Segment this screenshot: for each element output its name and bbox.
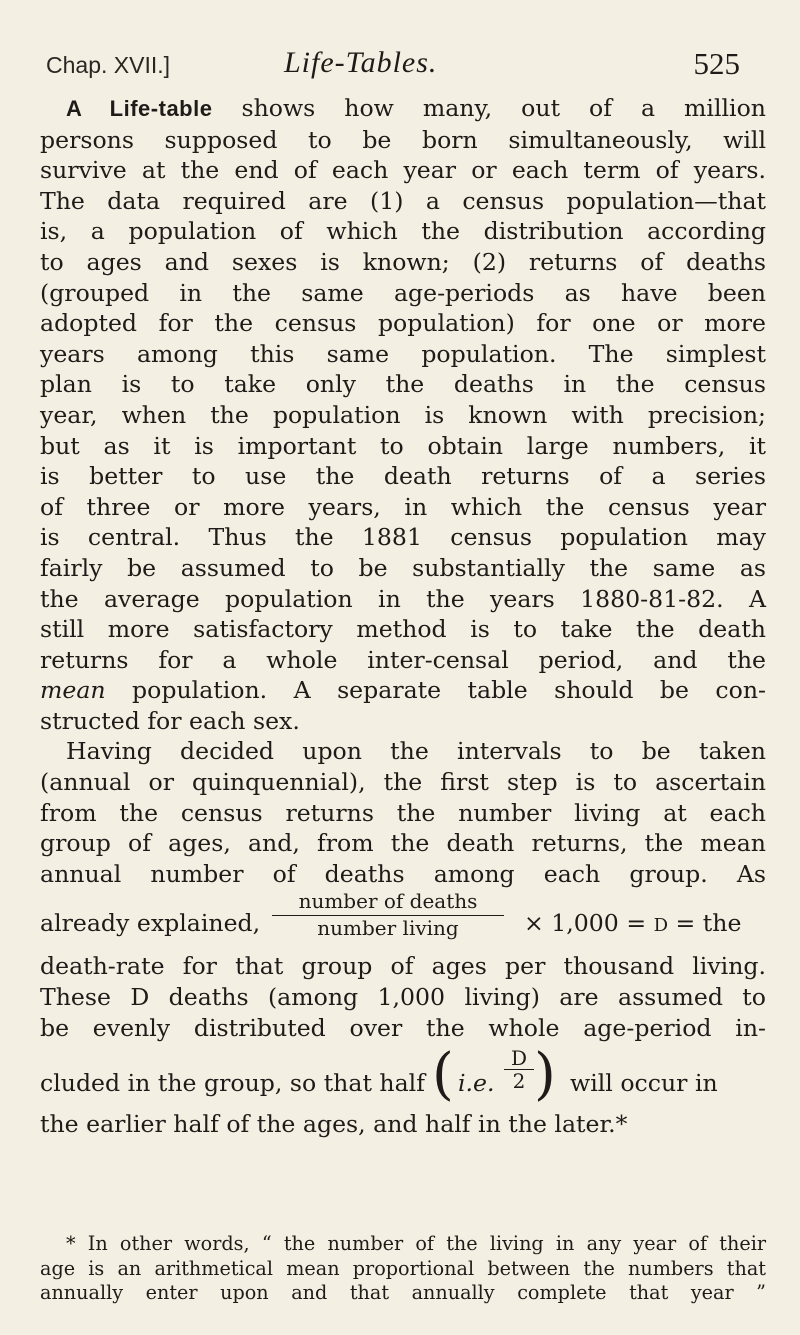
fraction-denominator: 2	[512, 1069, 526, 1094]
running-header	[46, 46, 754, 94]
text-line: group of ages, and, from the death returns, the mean	[40, 829, 766, 858]
formula-trailing-text: will occur in	[570, 1069, 718, 1098]
formula-lead-text: already explained,	[40, 909, 261, 938]
text-line: structed for each sex.	[40, 706, 300, 735]
text-line: These D deaths (among 1,000 living) are assumed to	[40, 983, 766, 1012]
text-line: is central. Thus the 1881 census population may	[40, 523, 766, 552]
emphasis-mean: mean	[40, 676, 106, 705]
text-line: (grouped in the same age-periods as have been	[40, 278, 766, 307]
text-line: be evenly distributed over the whole age-period in-	[40, 1013, 766, 1042]
formula-result: × 1,000 = D = the	[524, 909, 742, 938]
footnote-line: age is an arithmetical mean proportional between the numbers that	[40, 1256, 766, 1280]
paragraph-final	[40, 1109, 766, 1140]
lead-term: A Life-table	[66, 96, 213, 121]
text-line: annual number of deaths among each group. As	[40, 859, 766, 888]
fraction-numerator: D	[504, 1047, 534, 1070]
paragraph-death-rate	[40, 736, 766, 889]
paragraph-death-rate-continued	[40, 951, 766, 1043]
page-number: 525	[693, 46, 740, 81]
text-line: survive at the end of each year or each term of years.	[40, 156, 766, 185]
text-line: adopted for the census population) for one or more	[40, 309, 766, 338]
text-line: year, when the population is known with precision;	[40, 400, 766, 429]
text-line: plan is to take only the deaths in the census	[40, 370, 766, 399]
text-line: persons supposed to be born simultaneously, will	[40, 125, 766, 154]
death-rate-formula	[40, 889, 766, 951]
text-line: The data required are (1) a census population—that	[40, 186, 766, 215]
formula-symbol-d: D	[653, 915, 669, 937]
text-line: death-rate for that group of ages per thousand living.	[40, 952, 766, 981]
text-line: the average population in the years 1880-81-82. A	[40, 584, 766, 613]
text-line: is, a population of which the distribution according	[40, 217, 766, 246]
text-line: to ages and sexes is known; (2) returns of deaths	[40, 247, 766, 276]
text-line: (annual or quinquennial), the first step is to ascertain	[40, 768, 766, 797]
formula-lead-text: cluded in the group, so that half	[40, 1069, 425, 1098]
text-line: Having decided upon the intervals to be taken	[66, 737, 766, 766]
chapter-label: Chap. XVII.]	[46, 52, 171, 78]
running-title: Life-Tables.	[284, 46, 438, 79]
formula-denominator: number living	[317, 916, 459, 941]
paragraph-life-table	[40, 93, 766, 736]
text-line: mean population. A separate table should be con-	[40, 676, 766, 705]
formula-numerator: number of deaths	[272, 889, 504, 916]
text-line: is better to use the death returns of a series	[40, 462, 766, 491]
main-text	[40, 93, 766, 1140]
d-over-2-fraction	[504, 1047, 534, 1092]
text-line: of three or more years, in which the census year	[40, 492, 766, 521]
text-line: years among this same population. The simplest	[40, 339, 766, 368]
text-line: A Life-table shows how many, out of a million	[66, 94, 766, 122]
footnote-line: annually enter upon and that annually complete that year ”	[40, 1281, 766, 1305]
text-line: still more satisfactory method is to take the death	[40, 615, 766, 644]
text-line: the earlier half of the ages, and half in the later.*	[40, 1110, 628, 1139]
text-line: fairly be assumed to be substantially the same as	[40, 553, 766, 582]
formula-fraction	[272, 889, 504, 940]
close-paren: )	[534, 1042, 556, 1108]
footnote	[40, 1232, 766, 1306]
text-line: but as it is important to obtain large numbers, it	[40, 431, 766, 460]
ie-abbreviation: i.e.	[458, 1069, 495, 1098]
text-line: from the census returns the number living at each	[40, 798, 766, 827]
open-paren: (	[432, 1042, 454, 1108]
footnote-line: * In other words, “ the number of the living in any year of their	[66, 1232, 766, 1255]
half-deaths-formula	[40, 1043, 766, 1109]
text-line: returns for a whole inter-censal period, and the	[40, 645, 766, 674]
